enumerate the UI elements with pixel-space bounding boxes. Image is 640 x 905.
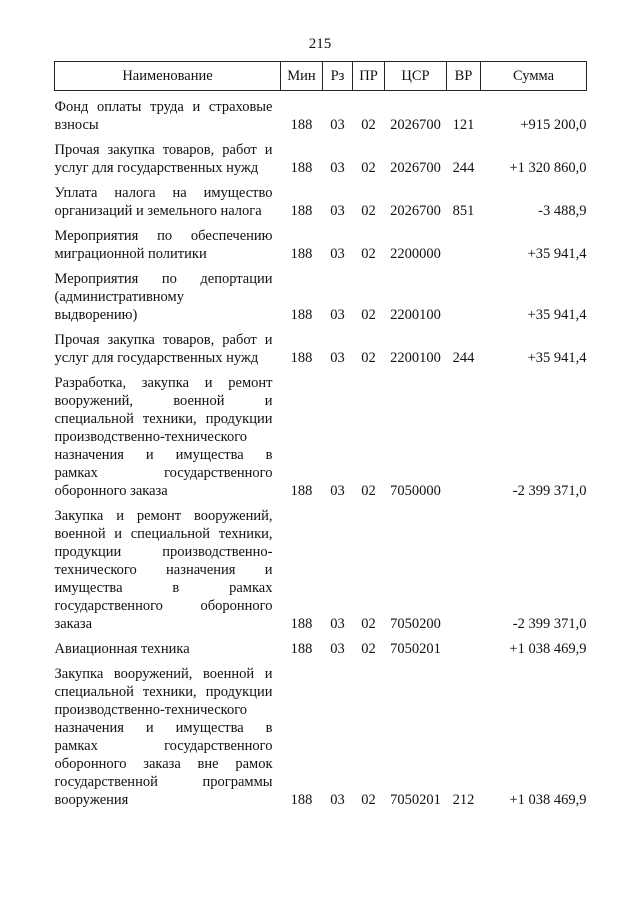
row-min: 188 — [290, 117, 313, 133]
row-name — [55, 91, 281, 135]
table-row — [55, 220, 587, 263]
row-csr: 2026700 — [390, 160, 441, 176]
row-rz: 03 — [330, 616, 345, 632]
row-sum: -2 399 371,0 — [512, 616, 587, 632]
row-name-line: Прочая закупка товаров, работ и — [54, 332, 273, 348]
row-sum: +1 038 469,9 — [509, 792, 587, 808]
row-name-line: рамках государственного — [54, 738, 273, 754]
row-name — [55, 324, 281, 367]
row-csr: 7050200 — [390, 616, 441, 632]
row-name-line: назначения и имущества в — [54, 720, 273, 736]
row-sum: -3 488,9 — [538, 203, 587, 219]
row-pr: 02 — [361, 117, 376, 133]
row-csr: 7050000 — [390, 483, 441, 499]
row-vr — [447, 633, 481, 658]
row-name-line: государственной программы — [54, 774, 273, 790]
row-csr: 7050201 — [390, 792, 441, 808]
table-header-row — [55, 62, 587, 91]
row-rz: 03 — [330, 160, 345, 176]
row-name-line: Закупка вооружений, военной и — [54, 666, 273, 682]
table-row — [55, 367, 587, 500]
row-name-line: технического назначения и — [54, 562, 273, 578]
row-vr — [447, 367, 481, 500]
row-pr: 02 — [361, 350, 376, 366]
row-name-line: специальной техники, продукции — [54, 411, 273, 427]
row-pr: 02 — [361, 246, 376, 262]
row-vr: 121 — [452, 117, 475, 133]
header-rz: Рз — [323, 62, 353, 91]
row-name — [55, 500, 281, 633]
row-name-line: выдворению) — [54, 307, 138, 323]
row-min: 188 — [290, 160, 313, 176]
row-name-line: оборонного заказа вне рамок — [54, 756, 273, 772]
row-sum: -2 399 371,0 — [512, 483, 587, 499]
header-vr: ВР — [447, 62, 481, 91]
row-pr: 02 — [361, 483, 376, 499]
budget-table — [54, 61, 587, 809]
table-body — [55, 91, 587, 810]
table-row — [55, 177, 587, 220]
row-name-line: Авиационная техника — [54, 641, 190, 657]
row-min: 188 — [290, 350, 313, 366]
row-min: 188 — [290, 641, 313, 657]
header-sum: Сумма — [481, 62, 587, 91]
header-min: Мин — [281, 62, 323, 91]
row-name-line: Фонд оплаты труда и страховые — [54, 99, 273, 115]
row-name-line: миграционной политики — [54, 246, 207, 262]
row-rz: 03 — [330, 117, 345, 133]
header-csr: ЦСР — [385, 62, 447, 91]
row-rz: 03 — [330, 483, 345, 499]
row-vr: 212 — [452, 792, 475, 808]
row-min: 188 — [290, 307, 313, 323]
row-name-line: продукции производственно- — [54, 544, 273, 560]
row-pr: 02 — [361, 616, 376, 632]
row-name-line: заказа — [54, 616, 93, 632]
row-name-line: вооружений, военной и — [54, 393, 273, 409]
row-name-line: вооружения — [54, 792, 129, 808]
table-row — [55, 658, 587, 809]
row-name-line: (административному — [54, 289, 184, 305]
row-name-line: военной и специальной техники, — [54, 526, 273, 542]
row-csr: 2200000 — [390, 246, 441, 262]
row-csr: 7050201 — [390, 641, 441, 657]
row-sum: +1 038 469,9 — [509, 641, 587, 657]
header-pr: ПР — [353, 62, 385, 91]
table-row — [55, 91, 587, 135]
row-min: 188 — [290, 616, 313, 632]
row-name-line: производственно-технического — [54, 702, 248, 718]
row-name-line: Разработка, закупка и ремонт — [54, 375, 273, 391]
row-min: 188 — [290, 246, 313, 262]
row-name-line: назначения и имущества в — [54, 447, 273, 463]
row-rz: 03 — [330, 307, 345, 323]
row-vr — [447, 500, 481, 633]
row-vr: 244 — [452, 160, 475, 176]
row-name — [55, 658, 281, 809]
row-name-line: оборонного заказа — [54, 483, 168, 499]
row-rz: 03 — [330, 641, 345, 657]
table-row — [55, 633, 587, 658]
row-name-line: Мероприятия по обеспечению — [54, 228, 273, 244]
row-csr: 2026700 — [390, 203, 441, 219]
row-rz: 03 — [330, 203, 345, 219]
header-name: Наименование — [55, 62, 281, 91]
row-name — [55, 220, 281, 263]
row-pr: 02 — [361, 203, 376, 219]
table-row — [55, 134, 587, 177]
row-vr — [447, 263, 481, 324]
row-rz: 03 — [330, 246, 345, 262]
row-sum: +35 941,4 — [527, 350, 587, 366]
row-rz: 03 — [330, 792, 345, 808]
page-number: 215 — [308, 36, 332, 52]
row-name-line: Прочая закупка товаров, работ и — [54, 142, 273, 158]
table-row — [55, 263, 587, 324]
row-name-line: производственно-технического — [54, 429, 248, 445]
row-pr: 02 — [361, 792, 376, 808]
row-sum: +915 200,0 — [520, 117, 587, 133]
row-csr: 2026700 — [390, 117, 441, 133]
table-row — [55, 324, 587, 367]
row-vr — [447, 220, 481, 263]
row-name-line: Уплата налога на имущество — [54, 185, 273, 201]
row-name-line: организаций и земельного налога — [54, 203, 262, 219]
row-name-line: имущества в рамках — [54, 580, 273, 596]
row-min: 188 — [290, 483, 313, 499]
row-name-line: Закупка и ремонт вооружений, — [54, 508, 273, 524]
row-name-line: Мероприятия по депортации — [54, 271, 273, 287]
row-vr: 244 — [452, 350, 475, 366]
row-pr: 02 — [361, 641, 376, 657]
row-name-line: взносы — [54, 117, 99, 133]
row-pr: 02 — [361, 160, 376, 176]
row-name-line: услуг для государственных нужд — [54, 350, 259, 366]
row-sum: +35 941,4 — [527, 246, 587, 262]
row-pr: 02 — [361, 307, 376, 323]
row-sum: +35 941,4 — [527, 307, 587, 323]
row-name — [55, 177, 281, 220]
row-min: 188 — [290, 792, 313, 808]
row-csr: 2200100 — [390, 350, 441, 366]
row-name — [55, 263, 281, 324]
row-name — [55, 633, 281, 658]
row-rz: 03 — [330, 350, 345, 366]
row-name — [55, 367, 281, 500]
row-name-line: рамках государственного — [54, 465, 273, 481]
row-vr: 851 — [452, 203, 475, 219]
row-name-line: услуг для государственных нужд — [54, 160, 259, 176]
row-min: 188 — [290, 203, 313, 219]
row-name-line: государственного оборонного — [54, 598, 273, 614]
row-name-line: специальной техники, продукции — [54, 684, 273, 700]
row-csr: 2200100 — [390, 307, 441, 323]
table-row — [55, 500, 587, 633]
row-name — [55, 134, 281, 177]
row-sum: +1 320 860,0 — [509, 160, 587, 176]
